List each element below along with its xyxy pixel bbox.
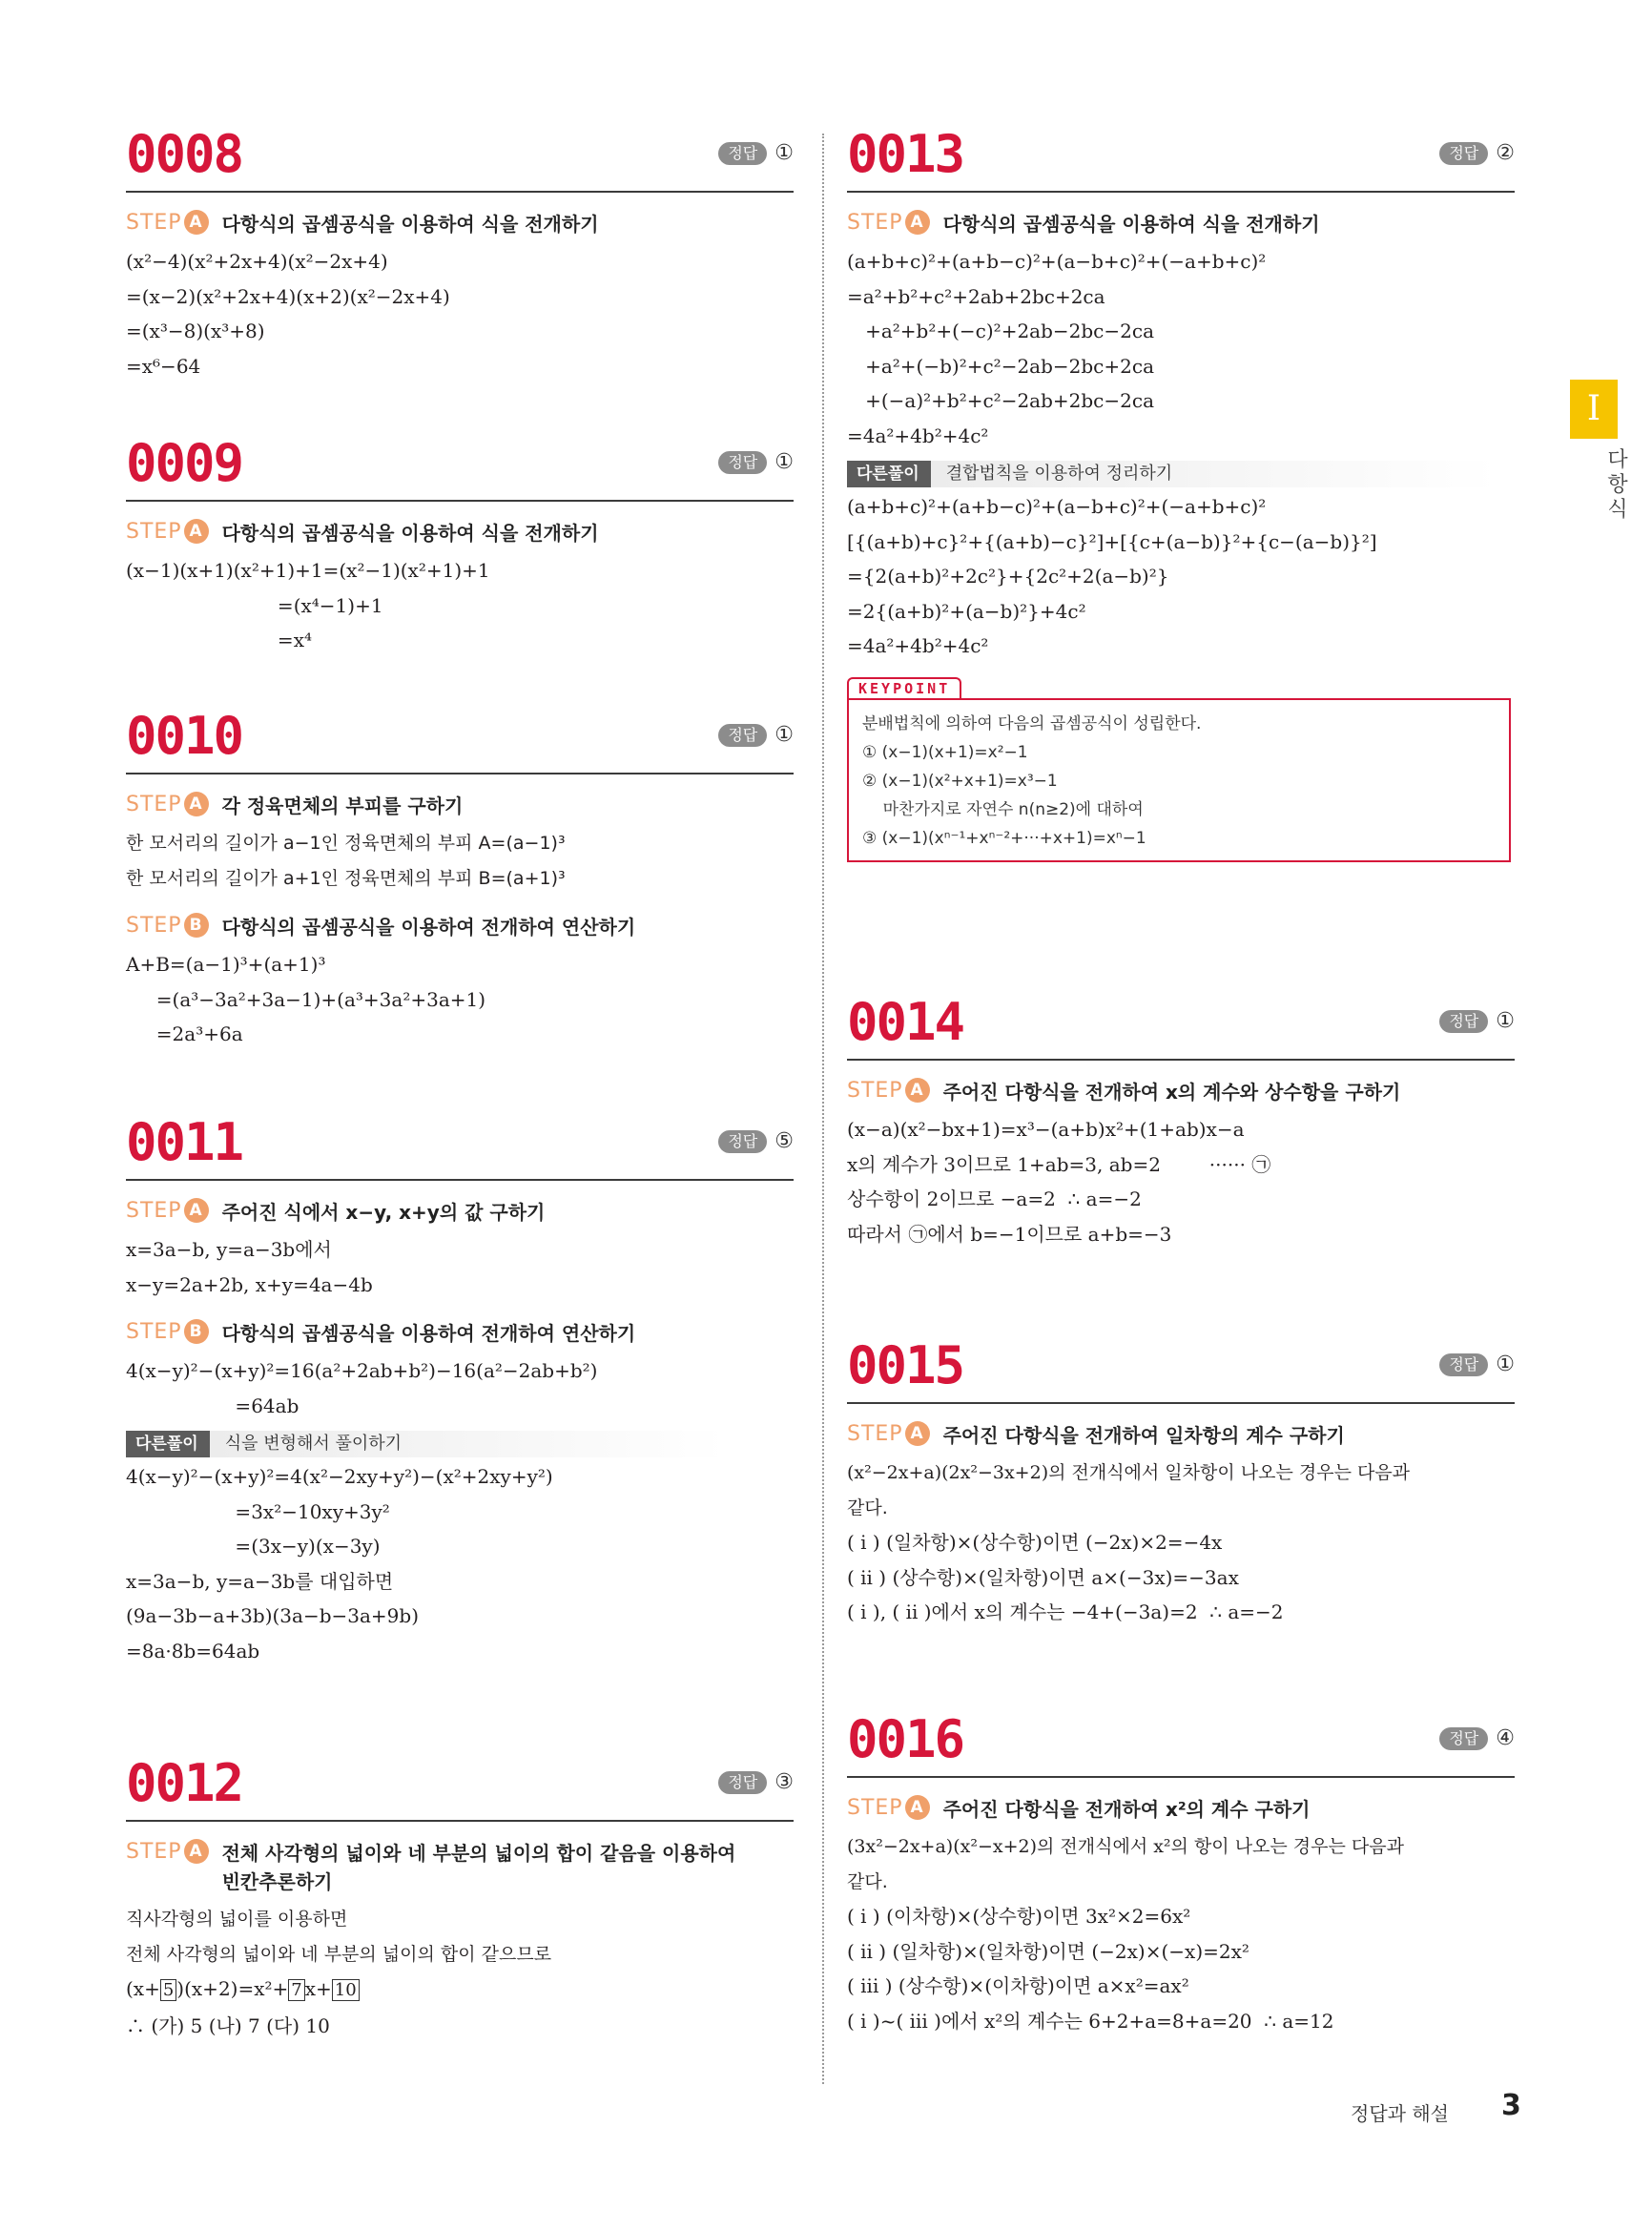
step-a [126,1839,794,1896]
answer [1439,1009,1515,1033]
solution-line: ( i )~( iii )에서 x²의 계수는 6+2+a=8+a=20 ∴ a=12 [847,2009,1334,2033]
problem-number: 0014 [847,992,964,1052]
solution-line: =x⁴ [126,629,312,651]
step-label: STEP A [847,1795,930,1820]
solution-line: ( ii ) (일차항)×(일차항)이면 (−2x)×(−x)=2x² [847,1939,1249,1963]
answer-value: ① [774,450,794,474]
solution-line: (a+b+c)²+(a+b−c)²+(a−b+c)²+(−a+b+c)² [847,250,1267,273]
step-label: STEP A [126,1839,209,1864]
footer-label: 정답과 해설 [1351,2102,1449,2125]
step-b [126,1319,794,1348]
step-letter: A [184,792,209,816]
step-a [847,1421,1515,1450]
step-title: 전체 사각형의 넓이와 네 부분의 넓이의 합이 같음을 이용하여 빈칸추론하기 [221,1842,736,1893]
keypoint-line: ① (x−1)(x+1)=x²−1 [862,742,1028,762]
solution-line: (x²−2x+a)(2x²−3x+2)의 전개식에서 일차항이 나오는 경우는 다음과 [847,1462,1411,1483]
step-title: 다항식의 곱셈공식을 이용하여 식을 전개하기 [221,522,599,545]
solution-line: ( i ) (일차항)×(상수항)이면 (−2x)×2=−4x [847,1531,1223,1554]
solution-line: +a²+b²+(−c)²+2ab−2bc−2ca [847,320,1154,342]
answer-badge: 정답 [718,1771,767,1794]
answer-value: ① [1496,1009,1515,1033]
problem-number: 0016 [847,1709,964,1769]
keypoint-line: 분배법칙에 의하여 다음의 곱셈공식이 성립한다. [862,713,1202,733]
problem-0011 [126,1114,794,1668]
problem-number: 0012 [126,1753,243,1813]
step-title: 주어진 다항식을 전개하여 x²의 계수 구하기 [942,1798,1311,1821]
step-label: STEP A [126,210,209,235]
problem-header [126,126,794,193]
step-label: STEP A [847,1078,930,1103]
step-title: 각 정육면체의 부피를 구하기 [221,795,464,817]
step-a [126,210,794,238]
step-title: 주어진 식에서 x−y, x+y의 값 구하기 [221,1201,546,1224]
column-divider [822,134,824,2084]
answer [718,1770,794,1794]
answer-badge: 정답 [718,451,767,474]
step-letter: A [184,1198,209,1223]
problem-0012 [126,1755,794,2043]
blank-equation: (x+ 5 )(x+2)=x²+ 7 x+ 10 [126,1972,794,2009]
solution-line: 전체 사각형의 넓이와 네 부분의 넓이의 합이 같으므로 [126,1943,552,1965]
answer-badge: 정답 [718,142,767,165]
answer [718,141,794,165]
alt-solution-title: 식을 변형해서 풀이하기 [210,1431,726,1457]
blank-box: 10 [332,1979,360,2001]
answer-value: ② [1496,141,1515,165]
step-title: 다항식의 곱셈공식을 이용하여 전개하여 연산하기 [221,916,636,939]
solution-line: 같다. [847,1497,888,1518]
keypoint-box [847,698,1511,862]
solution-line: =(x³−8)(x³+8) [126,320,265,342]
problem-number: 0008 [126,124,243,184]
solution-line: =64ab [126,1394,299,1417]
answer [718,1129,794,1153]
keypoint-line: 마찬가지로 자연수 n(n≥2)에 대하여 [862,799,1144,819]
answer-badge: 정답 [1439,1353,1488,1376]
solution-line: 4(x−y)²−(x+y)²=16(a²+2ab+b²)−16(a²−2ab+b²) [126,1359,598,1382]
step-title: 다항식의 곱셈공식을 이용하여 식을 전개하기 [942,213,1320,236]
solution-line: (x²−4)(x²+2x+4)(x²−2x+4) [126,250,388,273]
answer-value: ③ [774,1770,794,1794]
solution-line: +(−a)²+b²+c²−2ab+2bc−2ca [847,389,1154,412]
problem-header [847,1711,1515,1778]
step-letter: A [905,1078,930,1103]
problem-0010 [126,708,794,1052]
problem-number: 0010 [126,706,243,766]
step-letter: A [184,1839,209,1864]
problem-0016 [847,1711,1515,2038]
problem-number: 0009 [126,433,243,493]
answer-value: ① [1496,1352,1515,1376]
alt-solution-tag: 다른풀이 [126,1431,210,1457]
keypoint-line: ② (x−1)(x²+x+1)=x³−1 [862,771,1058,791]
problem-header [126,708,794,774]
step-b [126,913,794,941]
step-title: 주어진 다항식을 전개하여 일차항의 계수 구하기 [942,1424,1345,1447]
problem-header [847,126,1515,193]
solution-line: =(a³−3a²+3a−1)+(a³+3a²+3a+1) [126,987,486,1011]
step-title: 주어진 다항식을 전개하여 x의 계수와 상수항을 구하기 [942,1081,1401,1104]
step-letter: B [184,913,209,938]
solution-line: 따라서 ㉠에서 b=−1이므로 a+b=−3 [847,1222,1172,1246]
solution-line: =x⁶−64 [126,354,201,378]
answer-value: ④ [1496,1726,1515,1750]
answer-badge: 정답 [1439,142,1488,165]
blank-box: 7 [288,1979,304,2001]
solution-line: x−y=2a+2b, x+y=4a−4b [126,1272,373,1296]
problem-number: 0011 [126,1112,243,1172]
keypoint-line: ③ (x−1)(xⁿ⁻¹+xⁿ⁻²+···+x+1)=xⁿ−1 [862,828,1146,848]
alt-solution-tag: 다른풀이 [847,461,931,487]
page-number: 3 [1501,2089,1521,2122]
step-a [126,792,794,820]
solution-line: =2a³+6a [126,1022,243,1045]
answer [718,723,794,747]
solution-line: (9a−3b−a+3b)(3a−b−3a+9b) [126,1604,420,1627]
solution-line: 한 모서리의 길이가 a+1인 정육면체의 부피 B=(a+1)³ [126,867,566,889]
solution-line: 한 모서리의 길이가 a−1인 정육면체의 부피 A=(a−1)³ [126,833,566,854]
answer [1439,141,1515,165]
answer-badge: 정답 [718,1130,767,1153]
solution-line: ( iii ) (상수항)×(이차항)이면 a×x²=ax² [847,1974,1189,1997]
step-label: STEP A [126,519,209,544]
solution-line: (x−1)(x+1)(x²+1)+1=(x²−1)(x²+1)+1 [126,559,490,582]
solution-line: ( i ) (이차항)×(상수항)이면 3x²×2=6x² [847,1905,1191,1928]
solution-line: =8a·8b=64ab [126,1639,260,1662]
step-title: 다항식의 곱셈공식을 이용하여 식을 전개하기 [221,213,599,236]
alt-solution-header [847,461,1515,487]
step-a [126,1198,794,1227]
step-letter: A [905,1421,930,1446]
chapter-title: 다항식 [1607,448,1628,522]
solution-line: ={2(a+b)²+2c²}+{2c²+2(a−b)²} [847,565,1169,588]
step-a [847,210,1515,238]
problem-header [847,994,1515,1061]
step-label: STEP A [847,210,930,235]
solution-line: (a+b+c)²+(a+b−c)²+(a−b+c)²+(−a+b+c)² [847,495,1267,518]
solution-line: x=3a−b, y=a−3b를 대입하면 [126,1569,394,1593]
problem-0014 [847,994,1515,1251]
solution-line: ( i ), ( ii )에서 x의 계수는 −4+(−3a)=2 ∴ a=−2 [847,1600,1284,1623]
step-label: STEP A [847,1421,930,1446]
solution-line: =4a²+4b²+4c² [847,423,989,447]
solution-line: 4(x−y)²−(x+y)²=4(x²−2xy+y²)−(x²+2xy+y²) [126,1465,553,1488]
keypoint-tab: KEYPOINT [847,677,961,698]
problem-0008 [126,126,794,383]
solution-line: ( ii ) (상수항)×(일차항)이면 a×(−3x)=−3ax [847,1565,1239,1589]
step-letter: A [905,210,930,235]
step-a [847,1795,1515,1824]
solution-line: =4a²+4b²+4c² [847,634,989,657]
solution-line: =(x−2)(x²+2x+4)(x+2)(x²−2x+4) [126,284,450,308]
step-letter: A [184,210,209,235]
answer-badge: 정답 [718,724,767,747]
chapter-tab: I [1570,380,1618,439]
solution-line: =(3x−y)(x−3y) [126,1535,381,1558]
solution-line: (x−a)(x²−bx+1)=x³−(a+b)x²+(1+ab)x−a [847,1118,1245,1141]
problem-0009 [126,435,794,658]
problem-header [847,1337,1515,1404]
problem-header [126,1755,794,1822]
step-label: STEP A [126,1198,209,1223]
answer-badge: 정답 [1439,1010,1488,1033]
answer [718,450,794,474]
step-a [847,1078,1515,1106]
step-letter: B [184,1319,209,1344]
answer-badge: 정답 [1439,1727,1488,1750]
problem-header [126,1114,794,1181]
solution-line: ∴ (가) 5 (나) 7 (다) 10 [126,2013,330,2037]
step-label: STEP B [126,1319,209,1344]
step-letter: A [184,519,209,544]
problem-header [126,435,794,502]
answer-value: ① [774,723,794,747]
solution-line: =3x²−10xy+3y² [126,1499,390,1523]
problem-number: 0013 [847,124,964,184]
blank-box: 5 [160,1979,176,2001]
alt-solution-header [126,1431,794,1457]
step-label: STEP B [126,913,209,938]
answer-value: ⑤ [774,1129,794,1153]
solution-line: 같다. [847,1870,888,1892]
problem-0013 [847,126,1515,862]
alt-solution-title: 결합법칙을 이용하여 정리하기 [931,461,1497,487]
answer-value: ① [774,141,794,165]
solution-line: =2{(a+b)²+(a−b)²}+4c² [847,599,1086,623]
problem-0015 [847,1337,1515,1630]
solution-line: A+B=(a−1)³+(a+1)³ [126,953,326,976]
solution-line: (3x²−2x+a)(x²−x+2)의 전개식에서 x²의 항이 나오는 경우는 다음과 [847,1836,1404,1857]
solution-line: [{(a+b)+c}²+{(a+b)−c}²]+[{c+(a−b)}²+{c−(a−b)}²] [847,529,1377,553]
solution-line: x의 계수가 3이므로 1+ab=3, ab=2 ······ ㉠ [847,1152,1271,1176]
solution-line: =(x⁴−1)+1 [126,593,383,617]
solution-line: 직사각형의 넓이를 이용하면 [126,1909,348,1930]
step-label: STEP A [126,792,209,816]
solution-line: =a²+b²+c²+2ab+2bc+2ca [847,284,1105,308]
solution-line: 상수항이 2이므로 −a=2 ∴ a=−2 [847,1187,1142,1210]
answer [1439,1726,1515,1750]
answer [1439,1352,1515,1376]
step-title: 다항식의 곱셈공식을 이용하여 전개하여 연산하기 [221,1322,636,1345]
step-letter: A [905,1795,930,1820]
solution-line: x=3a−b, y=a−3b에서 [126,1238,332,1261]
solution-line: +a²+(−b)²+c²−2ab−2bc+2ca [847,354,1154,378]
step-a [126,519,794,547]
problem-number: 0015 [847,1335,964,1395]
